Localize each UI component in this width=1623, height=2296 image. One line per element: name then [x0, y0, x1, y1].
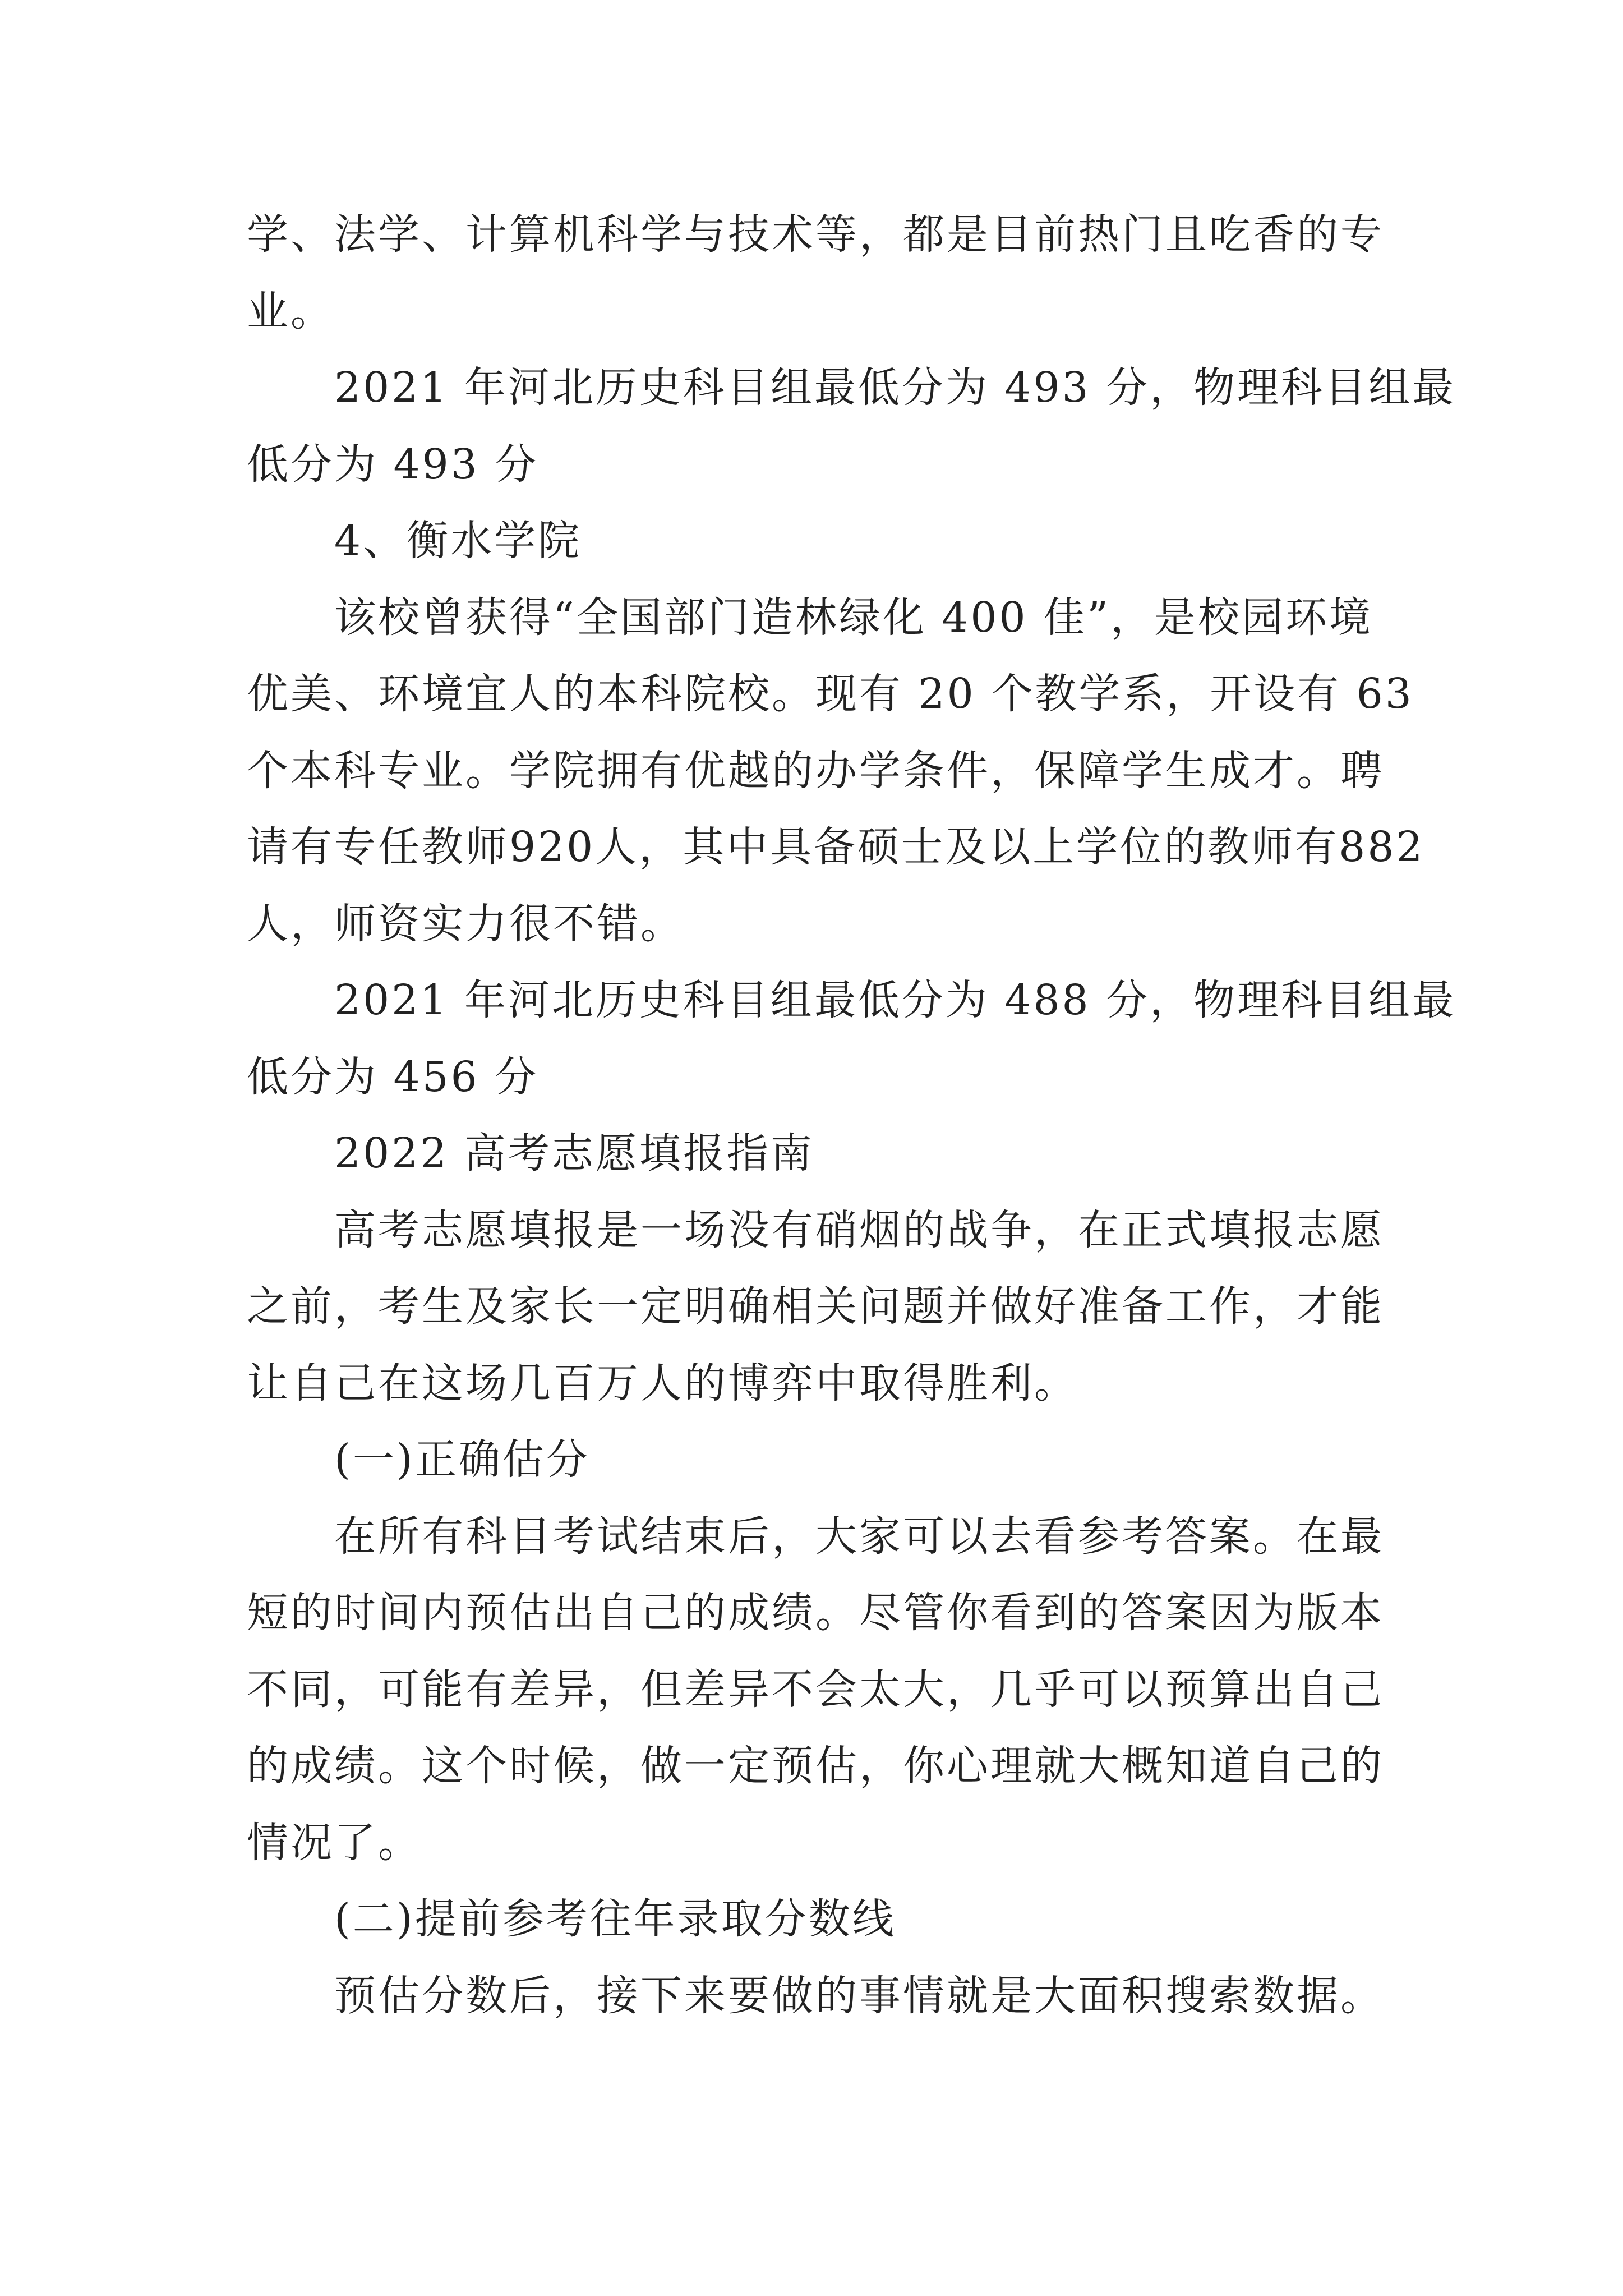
text-line: 人，师资实力很不错。 — [247, 899, 684, 948]
paragraph-p11 — [247, 1958, 1385, 2035]
paragraph-p9 — [247, 1498, 1385, 1881]
text-line: 预估分数后，接下来要做的事情就是大面积搜索数据。 — [334, 1971, 1384, 2020]
text-line: 2021 年河北历史科目组最低分为 493 分，物理科目组最 — [334, 364, 1456, 412]
text-line: 短的时间内预估出自己的成绩。尽管你看到的答案因为版本 — [247, 1589, 1384, 1637]
text-line: 学、法学、计算机科学与技术等，都是目前热门且吃香的专 — [247, 210, 1384, 259]
text-line: 情况了。 — [247, 1818, 422, 1867]
text-line: 2021 年河北历史科目组最低分为 488 分，物理科目组最 — [334, 976, 1456, 1024]
paragraph-p3 — [247, 503, 1385, 579]
text-line: (一)正确估分 — [334, 1435, 590, 1484]
paragraph-p2 — [247, 349, 1456, 503]
document-body — [247, 196, 1456, 2034]
text-line: 不同，可能有差异，但差异不会太大，几乎可以预算出自己 — [247, 1665, 1384, 1714]
text-line: 的成绩。这个时候，做一定预估，你心理就大概知道自己的 — [247, 1742, 1384, 1790]
text-line: (二)提前参考往年录取分数线 — [334, 1895, 896, 1943]
text-line: 个本科专业。学院拥有优越的办学条件，保障学生成才。聘 — [247, 746, 1384, 795]
paragraph-p10 — [247, 1881, 1385, 1958]
text-line: 优美、环境宜人的本科院校。现有 20 个教学系，开设有 63 — [247, 670, 1414, 718]
text-line: 请有专任教师920人，其中具备硕士及以上学位的教师有882 — [247, 823, 1425, 871]
text-line: 该校曾获得“全国部门造林绿化 400 佳”，是校园环境 — [334, 593, 1373, 642]
text-line: 低分为 493 分 — [247, 440, 539, 489]
paragraph-p8 — [247, 1421, 1385, 1498]
text-line: 高考志愿填报是一场没有硝烟的战争，在正式填报志愿 — [334, 1205, 1384, 1254]
text-line: 4、衡水学院 — [334, 517, 582, 565]
text-line: 让自己在这场几百万人的博弈中取得胜利。 — [247, 1359, 1078, 1407]
paragraph-p5 — [247, 962, 1456, 1115]
text-line: 业。 — [247, 287, 334, 335]
text-line: 之前，考生及家长一定明确相关问题并做好准备工作，才能 — [247, 1282, 1384, 1331]
text-line: 低分为 456 分 — [247, 1052, 539, 1101]
paragraph-p4 — [247, 579, 1425, 963]
paragraph-p6 — [247, 1115, 1385, 1192]
paragraph-p7 — [247, 1192, 1385, 1422]
paragraph-p1 — [247, 196, 1385, 349]
text-line: 在所有科目考试结束后，大家可以去看参考答案。在最 — [334, 1512, 1384, 1561]
text-line: 2022 高考志愿填报指南 — [334, 1129, 814, 1177]
